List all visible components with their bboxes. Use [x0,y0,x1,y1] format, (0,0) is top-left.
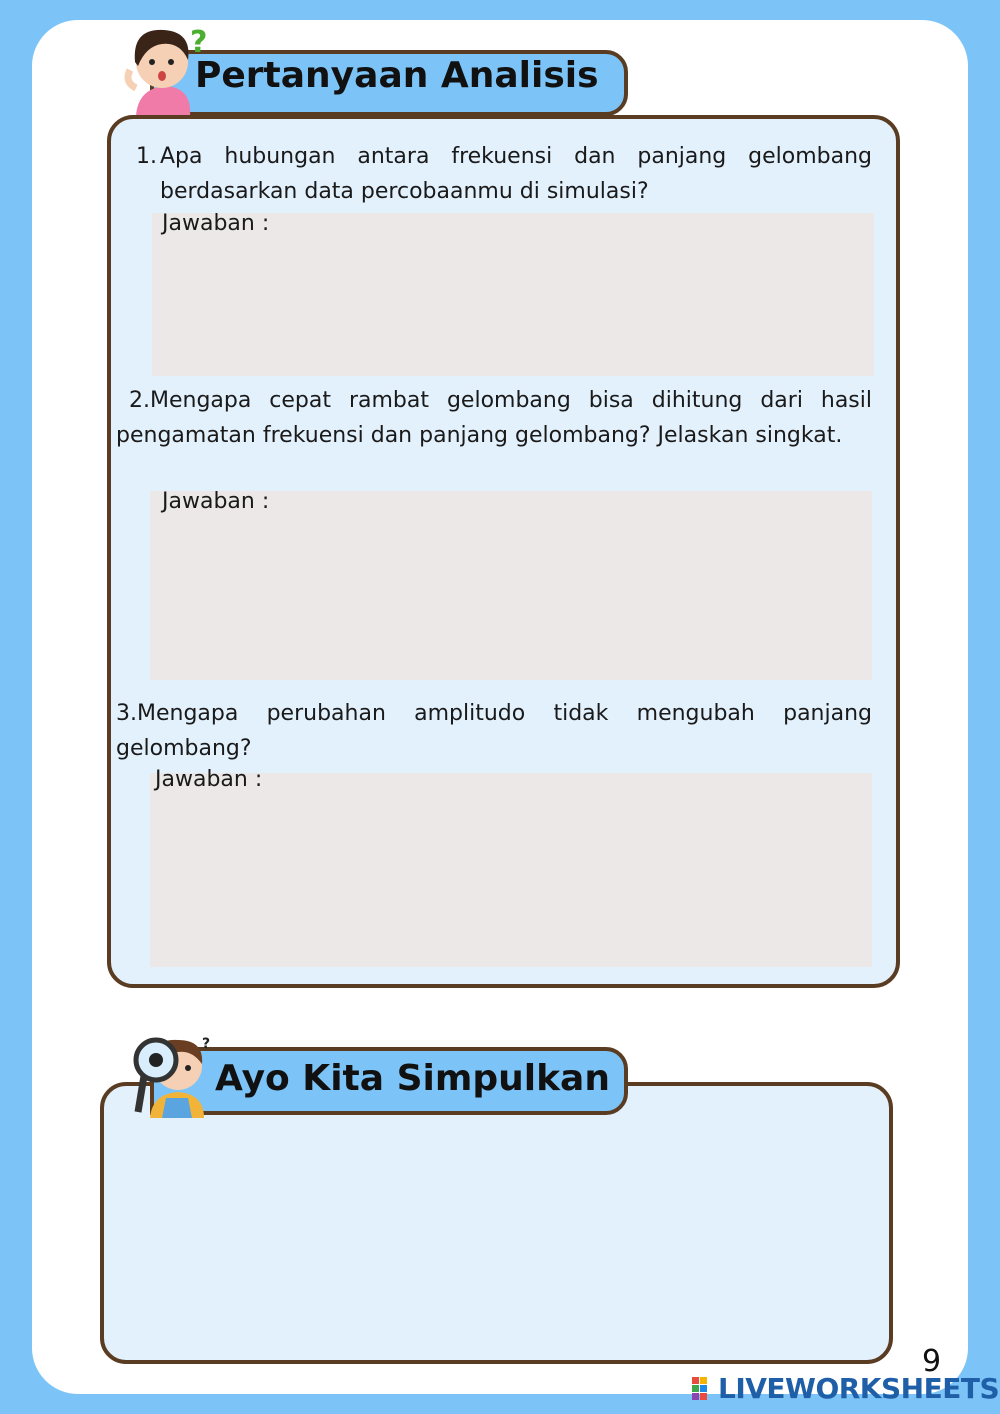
answer-label-3: Jawaban : [155,767,263,792]
answer-box-2[interactable] [150,491,872,680]
conclusion-panel [100,1082,893,1364]
question-2 [116,383,872,453]
liveworksheets-logo-icon [692,1377,716,1401]
answer-label-1: Jawaban : [162,211,270,236]
question-1 [136,139,872,209]
svg-text:?: ? [190,25,208,60]
svg-text:?: ? [202,1036,211,1052]
question-3 [116,696,872,766]
page-number: 9 [922,1344,942,1379]
answer-box-1[interactable] [152,213,874,376]
magnifier-boy-icon [128,1028,218,1118]
question-3-text: 3.Mengapa perubahan amplitudo tidak mengubah panjang gelombang? [116,701,872,761]
question-2-text: 2.Mengapa cepat rambat gelombang bisa dihitung dari hasil pengamatan frekuensi dan panjang gelombang? Jelaskan singkat. [116,388,872,448]
section1-title: Pertanyaan Analisis [195,55,599,96]
section2-title: Ayo Kita Simpulkan [215,1058,610,1099]
answer-label-2: Jawaban : [162,489,270,514]
brand-name: LIVEWORKSHEETS [718,1372,1000,1405]
answer-box-3[interactable] [150,773,872,967]
thinking-girl-icon [122,22,212,116]
question-1-text: Apa hubungan antara frekuensi dan panjang gelombang berdasarkan data percobaanmu di simulasi? [160,144,872,204]
question-1-number: 1. [136,144,157,169]
